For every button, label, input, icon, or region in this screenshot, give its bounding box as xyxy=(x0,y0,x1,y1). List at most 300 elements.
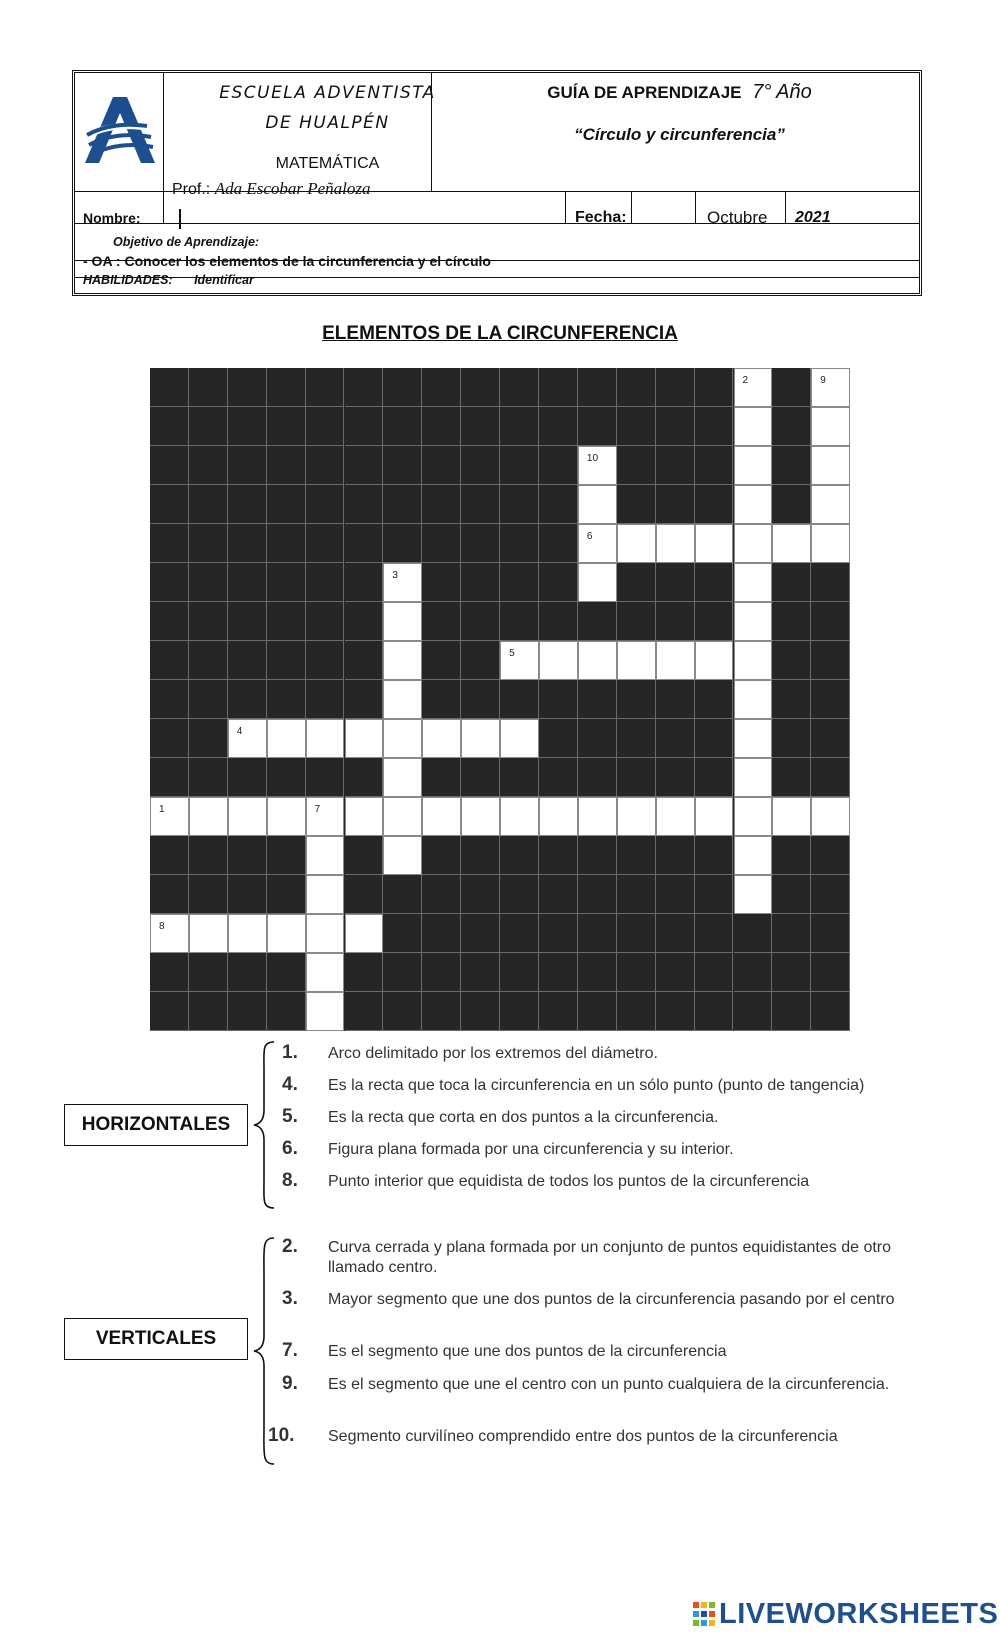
crossword-cell[interactable] xyxy=(345,719,384,758)
crossword-block xyxy=(617,563,656,602)
crossword-block xyxy=(539,602,578,641)
crossword-block xyxy=(695,992,734,1031)
crossword-block xyxy=(695,368,734,407)
crossword-block xyxy=(461,602,500,641)
crossword-block xyxy=(500,680,539,719)
crossword-cell[interactable] xyxy=(500,797,539,836)
crossword-block xyxy=(578,719,617,758)
crossword-block xyxy=(306,485,345,524)
month: Octubre xyxy=(707,208,768,227)
school-name-line1: ESCUELA ADVENTISTA xyxy=(219,83,436,103)
crossword-block xyxy=(267,992,306,1031)
crossword-block xyxy=(228,446,267,485)
crossword-cell[interactable] xyxy=(734,836,773,875)
crossword-cell[interactable] xyxy=(811,485,850,524)
crossword-cell[interactable] xyxy=(539,797,578,836)
crossword-block xyxy=(422,680,461,719)
crossword-cell[interactable] xyxy=(150,797,189,836)
crossword-cell[interactable] xyxy=(734,641,773,680)
crossword-cell[interactable] xyxy=(578,563,617,602)
crossword-block xyxy=(150,836,189,875)
crossword-block xyxy=(228,875,267,914)
clue-number: 8 xyxy=(159,921,165,932)
crossword-block xyxy=(461,875,500,914)
crossword-block xyxy=(811,953,850,992)
crossword-cell[interactable] xyxy=(345,914,384,953)
skills-value: Identificar xyxy=(194,273,254,287)
crossword-cell[interactable] xyxy=(617,524,656,563)
crossword-block xyxy=(461,446,500,485)
crossword-cell[interactable] xyxy=(734,719,773,758)
crossword-block xyxy=(656,485,695,524)
crossword-block xyxy=(656,992,695,1031)
crossword-cell[interactable] xyxy=(383,602,422,641)
crossword-block xyxy=(539,485,578,524)
crossword-block xyxy=(617,485,656,524)
crossword-block xyxy=(189,875,228,914)
crossword-block xyxy=(189,992,228,1031)
crossword-block xyxy=(189,485,228,524)
objective-text: - OA : Conocer los elementos de la circunferencia y el círculo xyxy=(83,253,491,269)
crossword-block xyxy=(578,914,617,953)
crossword-grid xyxy=(150,368,850,1031)
guide-title-text: GUÍA DE APRENDIZAJE xyxy=(547,83,742,102)
crossword-block xyxy=(461,485,500,524)
crossword-block xyxy=(150,953,189,992)
crossword-block xyxy=(734,953,773,992)
crossword-block xyxy=(345,602,384,641)
crossword-block xyxy=(267,563,306,602)
crossword-block xyxy=(811,914,850,953)
crossword-block xyxy=(267,368,306,407)
crossword-cell[interactable] xyxy=(578,485,617,524)
crossword-block xyxy=(461,836,500,875)
crossword-block xyxy=(617,953,656,992)
crossword-block xyxy=(811,875,850,914)
crossword-cell[interactable] xyxy=(306,797,345,836)
crossword-cell[interactable] xyxy=(578,446,617,485)
crossword-block xyxy=(150,875,189,914)
crossword-cell[interactable] xyxy=(383,758,422,797)
name-field[interactable] xyxy=(175,203,555,233)
crossword-block xyxy=(539,407,578,446)
crossword-block xyxy=(461,953,500,992)
crossword-block xyxy=(578,992,617,1031)
year: 2021 xyxy=(795,209,831,226)
crossword-block xyxy=(422,602,461,641)
crossword-cell[interactable] xyxy=(734,602,773,641)
crossword-block xyxy=(500,407,539,446)
crossword-block xyxy=(734,992,773,1031)
crossword-cell[interactable] xyxy=(578,641,617,680)
school-name-line2: DE HUALPÉN xyxy=(265,113,390,133)
crossword-block xyxy=(306,602,345,641)
crossword-cell[interactable] xyxy=(383,797,422,836)
crossword-cell[interactable] xyxy=(383,719,422,758)
crossword-cell[interactable] xyxy=(228,719,267,758)
date-field[interactable] xyxy=(635,203,691,233)
crossword-block xyxy=(772,719,811,758)
clue-number: 10 xyxy=(586,453,599,464)
crossword-cell[interactable] xyxy=(422,797,461,836)
crossword-block xyxy=(539,563,578,602)
crossword-cell[interactable] xyxy=(811,524,850,563)
crossword-cell[interactable] xyxy=(500,641,539,680)
crossword-cell[interactable] xyxy=(539,641,578,680)
clue-text: Es la recta que toca la circunferencia en un sólo punto (punto de tangencia) xyxy=(328,1077,865,1094)
crossword-cell[interactable] xyxy=(306,953,345,992)
crossword-cell[interactable] xyxy=(306,992,345,1031)
crossword-block xyxy=(617,602,656,641)
crossword-block xyxy=(306,407,345,446)
crossword-cell[interactable] xyxy=(734,563,773,602)
clue-number: 7. xyxy=(282,1340,298,1361)
skills xyxy=(83,273,254,287)
crossword-block xyxy=(500,914,539,953)
crossword-block xyxy=(656,446,695,485)
clue-number: 9 xyxy=(820,375,826,386)
clue-number: 3 xyxy=(392,570,398,581)
crossword-cell[interactable] xyxy=(656,641,695,680)
crossword-block xyxy=(656,914,695,953)
crossword-cell[interactable] xyxy=(772,524,811,563)
crossword-block xyxy=(772,953,811,992)
crossword-block xyxy=(150,719,189,758)
crossword-block xyxy=(695,836,734,875)
crossword-cell[interactable] xyxy=(500,719,539,758)
crossword-block xyxy=(695,407,734,446)
crossword-block xyxy=(422,485,461,524)
crossword-cell[interactable] xyxy=(383,680,422,719)
crossword-block xyxy=(383,407,422,446)
crossword-cell[interactable] xyxy=(772,797,811,836)
crossword-cell[interactable] xyxy=(267,797,306,836)
crossword-cell[interactable] xyxy=(734,875,773,914)
crossword-block xyxy=(656,680,695,719)
clue-number: 8. xyxy=(282,1170,298,1191)
crossword-block xyxy=(656,563,695,602)
crossword-block xyxy=(500,485,539,524)
crossword-block xyxy=(695,719,734,758)
crossword-block xyxy=(461,680,500,719)
crossword-block xyxy=(811,641,850,680)
crossword-block xyxy=(695,446,734,485)
crossword-block xyxy=(811,719,850,758)
crossword-cell[interactable] xyxy=(695,797,734,836)
crossword-block xyxy=(461,407,500,446)
clue-text: Punto interior que equidista de todos los puntos de la circunferencia xyxy=(328,1173,810,1190)
crossword-block xyxy=(189,563,228,602)
crossword-block xyxy=(772,836,811,875)
crossword-block xyxy=(811,758,850,797)
crossword-block xyxy=(189,602,228,641)
crossword-block xyxy=(695,485,734,524)
crossword-block xyxy=(267,953,306,992)
horizontales-label: HORIZONTALES xyxy=(64,1104,248,1146)
crossword-block xyxy=(228,758,267,797)
crossword-block xyxy=(772,914,811,953)
crossword-block xyxy=(345,563,384,602)
crossword-block xyxy=(383,485,422,524)
crossword-cell[interactable] xyxy=(422,719,461,758)
clue-number: 2. xyxy=(282,1236,298,1257)
clue-number: 3. xyxy=(282,1288,298,1309)
crossword-block xyxy=(539,953,578,992)
crossword-cell[interactable] xyxy=(811,407,850,446)
crossword-block xyxy=(228,563,267,602)
crossword-block xyxy=(422,758,461,797)
crossword-block xyxy=(656,836,695,875)
crossword-block xyxy=(539,446,578,485)
crossword-block xyxy=(539,758,578,797)
crossword-block xyxy=(422,836,461,875)
crossword-block xyxy=(811,563,850,602)
objective-title: Objetivo de Aprendizaje: xyxy=(113,235,260,249)
crossword-block xyxy=(772,641,811,680)
crossword-cell[interactable] xyxy=(734,758,773,797)
crossword-cell[interactable] xyxy=(267,914,306,953)
crossword-cell[interactable] xyxy=(695,641,734,680)
crossword-block xyxy=(422,875,461,914)
clue-text: Curva cerrada y plana formada por un conjunto de puntos equidistantes de otro llamado centro. xyxy=(328,1239,892,1276)
crossword-block xyxy=(422,953,461,992)
crossword-block xyxy=(578,407,617,446)
crossword-block xyxy=(345,368,384,407)
crossword-block xyxy=(500,992,539,1031)
crossword-cell[interactable] xyxy=(734,524,773,563)
clue-number: 7 xyxy=(314,804,321,815)
crossword-block xyxy=(267,875,306,914)
crossword-block xyxy=(656,602,695,641)
guide-title xyxy=(447,81,912,104)
crossword-block xyxy=(656,953,695,992)
crossword-cell[interactable] xyxy=(228,797,267,836)
crossword-block xyxy=(267,602,306,641)
crossword-cell[interactable] xyxy=(383,641,422,680)
crossword-block xyxy=(656,368,695,407)
crossword-block xyxy=(539,368,578,407)
liveworksheets-logo-icon xyxy=(693,1602,715,1626)
text-cursor xyxy=(179,209,181,229)
crossword-block xyxy=(578,602,617,641)
crossword-block xyxy=(345,992,384,1031)
crossword-cell[interactable] xyxy=(306,914,345,953)
crossword-block xyxy=(500,875,539,914)
crossword-block xyxy=(150,563,189,602)
crossword-block xyxy=(189,680,228,719)
page-title: ELEMENTOS DE LA CIRCUNFERENCIA xyxy=(322,323,678,344)
crossword-cell[interactable] xyxy=(734,485,773,524)
grade: 7° Año xyxy=(752,81,812,103)
crossword-block xyxy=(695,914,734,953)
crossword-cell[interactable] xyxy=(306,836,345,875)
crossword-cell[interactable] xyxy=(656,797,695,836)
crossword-block xyxy=(539,524,578,563)
crossword-cell[interactable] xyxy=(461,797,500,836)
clue-number: 2 xyxy=(742,375,749,386)
crossword-block xyxy=(345,836,384,875)
crossword-cell[interactable] xyxy=(656,524,695,563)
teacher-name: Ada Escobar Peñaloza xyxy=(214,179,371,198)
crossword-block xyxy=(617,914,656,953)
crossword-block xyxy=(811,680,850,719)
crossword-cell[interactable] xyxy=(383,563,422,602)
crossword-block xyxy=(306,524,345,563)
name-label: Nombre: xyxy=(83,210,141,226)
teacher-label: Prof.: xyxy=(172,181,211,198)
crossword-cell[interactable] xyxy=(306,719,345,758)
crossword-block xyxy=(189,719,228,758)
crossword-block xyxy=(383,992,422,1031)
worksheet-header xyxy=(72,70,922,296)
crossword-block xyxy=(228,524,267,563)
crossword-block xyxy=(150,992,189,1031)
crossword-block xyxy=(500,524,539,563)
crossword-block xyxy=(150,602,189,641)
crossword-block xyxy=(656,758,695,797)
crossword-cell[interactable] xyxy=(189,797,228,836)
clue-text: Es el segmento que une el centro con un punto cualquiera de la circunferencia. xyxy=(328,1376,890,1393)
crossword-cell[interactable] xyxy=(306,875,345,914)
clue-number: 10. xyxy=(268,1425,295,1446)
crossword-block xyxy=(422,407,461,446)
crossword-cell[interactable] xyxy=(811,368,850,407)
date-label: Fecha: xyxy=(575,209,627,226)
crossword-block xyxy=(267,446,306,485)
clue-number: 1 xyxy=(159,804,165,815)
teacher xyxy=(172,179,371,199)
crossword-block xyxy=(306,641,345,680)
crossword-block xyxy=(267,407,306,446)
crossword-cell[interactable] xyxy=(578,524,617,563)
crossword-block xyxy=(617,758,656,797)
clue-text: Mayor segmento que une dos puntos de la circunferencia pasando por el centro xyxy=(328,1291,895,1308)
crossword-cell[interactable] xyxy=(189,914,228,953)
clue-number: 4. xyxy=(282,1074,298,1095)
brand-text: LIVEWORKSHEETS xyxy=(719,1597,999,1630)
crossword-cell[interactable] xyxy=(811,446,850,485)
crossword-block xyxy=(811,992,850,1031)
crossword-cell[interactable] xyxy=(617,641,656,680)
subject: MATEMÁTICA xyxy=(275,155,380,172)
crossword-block xyxy=(383,446,422,485)
crossword-cell[interactable] xyxy=(734,446,773,485)
crossword-block xyxy=(461,563,500,602)
crossword-block xyxy=(189,836,228,875)
crossword-block xyxy=(578,836,617,875)
crossword-block xyxy=(500,953,539,992)
crossword-block xyxy=(772,758,811,797)
crossword-block xyxy=(772,602,811,641)
crossword-cell[interactable] xyxy=(734,368,773,407)
crossword-cell[interactable] xyxy=(150,914,189,953)
crossword-block xyxy=(383,875,422,914)
crossword-block xyxy=(306,758,345,797)
clue-text: Es la recta que corta en dos puntos a la circunferencia. xyxy=(328,1109,719,1126)
crossword-block xyxy=(345,680,384,719)
crossword-block xyxy=(267,485,306,524)
crossword-block xyxy=(578,953,617,992)
crossword-block xyxy=(695,953,734,992)
crossword-block xyxy=(695,758,734,797)
crossword-block xyxy=(422,992,461,1031)
crossword-block xyxy=(656,407,695,446)
crossword-block xyxy=(539,914,578,953)
crossword-block xyxy=(306,680,345,719)
crossword-block xyxy=(695,680,734,719)
crossword-block xyxy=(539,719,578,758)
crossword-cell[interactable] xyxy=(811,797,850,836)
crossword-block xyxy=(422,563,461,602)
crossword-block xyxy=(772,563,811,602)
clue-number: 4 xyxy=(236,726,243,737)
crossword-block xyxy=(578,875,617,914)
crossword-block xyxy=(228,407,267,446)
crossword-cell[interactable] xyxy=(734,680,773,719)
crossword-block xyxy=(461,758,500,797)
school-logo-icon xyxy=(83,95,161,165)
crossword-cell[interactable] xyxy=(734,797,773,836)
crossword-cell[interactable] xyxy=(383,836,422,875)
crossword-block xyxy=(500,446,539,485)
crossword-block xyxy=(189,641,228,680)
crossword-block xyxy=(383,914,422,953)
crossword-cell[interactable] xyxy=(228,914,267,953)
crossword-block xyxy=(228,836,267,875)
crossword-block xyxy=(695,563,734,602)
crossword-block xyxy=(345,875,384,914)
topic: “Círculo y circunferencia” xyxy=(574,125,785,144)
crossword-block xyxy=(617,368,656,407)
crossword-block xyxy=(150,758,189,797)
crossword-block xyxy=(150,680,189,719)
crossword-block xyxy=(189,953,228,992)
crossword-block xyxy=(617,875,656,914)
crossword-block xyxy=(772,680,811,719)
crossword-block xyxy=(617,407,656,446)
skills-label: HABILIDADES: xyxy=(83,273,173,287)
crossword-block xyxy=(150,446,189,485)
crossword-block xyxy=(383,953,422,992)
crossword-block xyxy=(578,680,617,719)
crossword-block xyxy=(772,446,811,485)
crossword-block xyxy=(500,758,539,797)
crossword-cell[interactable] xyxy=(267,719,306,758)
crossword-block xyxy=(306,563,345,602)
crossword-cell[interactable] xyxy=(345,797,384,836)
crossword-block xyxy=(461,914,500,953)
crossword-block xyxy=(461,641,500,680)
crossword-block xyxy=(228,485,267,524)
crossword-cell[interactable] xyxy=(461,719,500,758)
crossword-cell[interactable] xyxy=(695,524,734,563)
crossword-block xyxy=(267,836,306,875)
crossword-block xyxy=(539,836,578,875)
crossword-block xyxy=(345,407,384,446)
crossword-block xyxy=(539,875,578,914)
crossword-cell[interactable] xyxy=(617,797,656,836)
crossword-cell[interactable] xyxy=(578,797,617,836)
crossword-cell[interactable] xyxy=(734,407,773,446)
crossword-block xyxy=(422,368,461,407)
crossword-block xyxy=(578,758,617,797)
liveworksheets-brand[interactable] xyxy=(693,1597,998,1631)
crossword-block xyxy=(189,524,228,563)
crossword-block xyxy=(306,446,345,485)
clue-text: Es el segmento que une dos puntos de la circunferencia xyxy=(328,1343,727,1360)
crossword-block xyxy=(617,992,656,1031)
crossword-block xyxy=(267,758,306,797)
